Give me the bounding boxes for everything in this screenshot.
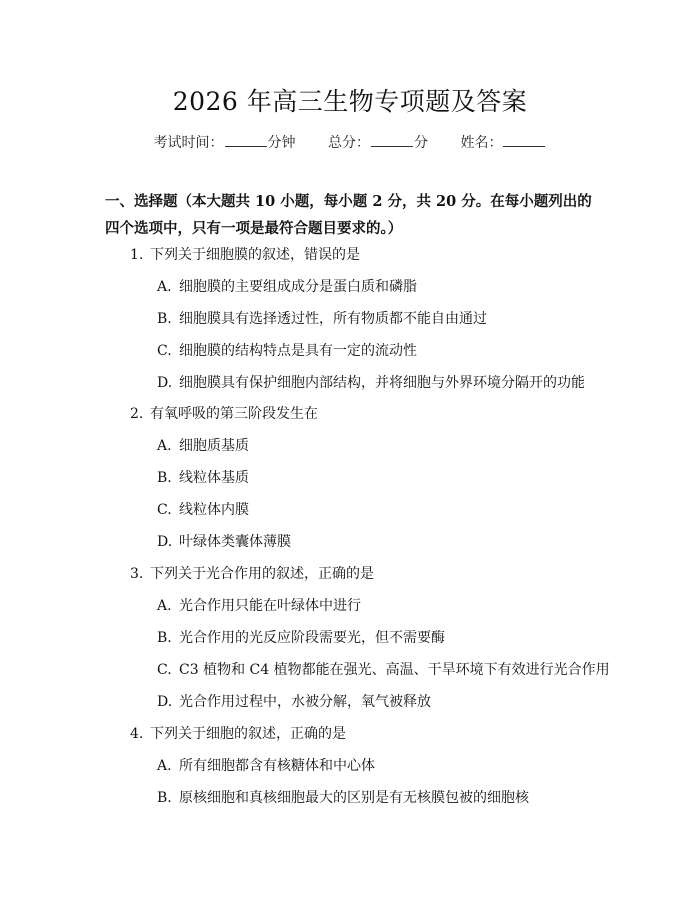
option-text: C3 植物和 C4 植物都能在强光、高温、干旱环境下有效进行光合作用 [179, 662, 610, 678]
option-label: A. [157, 438, 172, 454]
time-label: 考试时间： [153, 135, 224, 151]
option-2d [157, 531, 291, 551]
option-2c [157, 499, 249, 519]
option-text: 线粒体内膜 [179, 502, 249, 518]
option-3d [157, 691, 431, 711]
option-1d [157, 372, 585, 392]
option-text: 细胞膜具有选择透过性，所有物质都不能自由通过 [179, 311, 487, 327]
time-blank [225, 134, 267, 147]
time-unit: 分钟 [267, 135, 296, 151]
option-text: 所有细胞都含有核糖体和中心体 [179, 758, 375, 774]
option-1b [157, 308, 487, 328]
option-label: B. [157, 470, 172, 486]
option-label: A. [157, 598, 172, 614]
option-label: A. [157, 279, 172, 295]
option-text: 原核细胞和真核细胞最大的区别是有无核膜包被的细胞核 [179, 790, 529, 806]
question-stem: 下列关于细胞的叙述，正确的是 [150, 726, 346, 742]
option-label: B. [157, 630, 172, 646]
option-label: B. [157, 311, 172, 327]
option-text: 细胞膜具有保护细胞内部结构，并将细胞与外界环境分隔开的功能 [179, 375, 585, 391]
option-label: C. [157, 662, 172, 678]
option-3b [157, 627, 445, 647]
option-2a [157, 435, 249, 455]
exam-title: 2026 年高三生物专项题及答案 [172, 87, 528, 116]
option-text: 线粒体基质 [179, 470, 249, 486]
question-stem: 下列关于光合作用的叙述，正确的是 [150, 566, 374, 582]
question-4 [130, 723, 346, 743]
option-label: C. [157, 502, 172, 518]
option-text: 细胞膜的结构特点是具有一定的流动性 [179, 343, 417, 359]
option-2b [157, 467, 249, 487]
option-3a [157, 595, 361, 615]
score-blank [371, 134, 413, 147]
option-1c [157, 340, 417, 360]
question-number: 3. [130, 566, 144, 582]
option-text: 细胞膜的主要组成成分是蛋白质和磷脂 [179, 279, 417, 295]
time-group [154, 132, 296, 152]
name-group [460, 132, 546, 152]
question-3 [130, 563, 374, 583]
option-label: D. [157, 534, 173, 550]
option-text: 光合作用过程中，水被分解，氧气被释放 [179, 694, 431, 710]
exam-info-line [0, 132, 700, 152]
option-text: 光合作用只能在叶绿体中进行 [179, 598, 361, 614]
option-label: C. [157, 343, 172, 359]
score-label: 总分： [328, 135, 370, 151]
question-stem: 下列关于细胞膜的叙述，错误的是 [150, 247, 360, 263]
option-3c [157, 659, 610, 679]
option-label: B. [157, 790, 172, 806]
option-label: A. [157, 758, 172, 774]
question-2 [130, 403, 318, 423]
name-blank [503, 134, 545, 147]
question-number: 2. [130, 406, 144, 422]
section-heading: 一、选择题（本大题共 10 小题，每小题 2 分，共 20 分。在每小题列出的四个选项中，只有一项是最符合题目要求的。） [105, 193, 592, 237]
score-group [328, 132, 428, 152]
option-4b [157, 787, 529, 807]
option-text: 细胞质基质 [179, 438, 249, 454]
option-label: D. [157, 694, 173, 710]
option-text: 叶绿体类囊体薄膜 [179, 534, 291, 550]
option-label: D. [157, 375, 173, 391]
question-number: 1. [130, 247, 144, 263]
question-number: 4. [130, 726, 144, 742]
name-label: 姓名： [460, 135, 503, 151]
score-unit: 分 [414, 135, 428, 151]
option-1a [157, 276, 417, 296]
option-4a [157, 755, 375, 775]
question-stem: 有氧呼吸的第三阶段发生在 [150, 406, 318, 422]
question-1 [130, 244, 360, 264]
option-text: 光合作用的光反应阶段需要光，但不需要酶 [179, 630, 445, 646]
